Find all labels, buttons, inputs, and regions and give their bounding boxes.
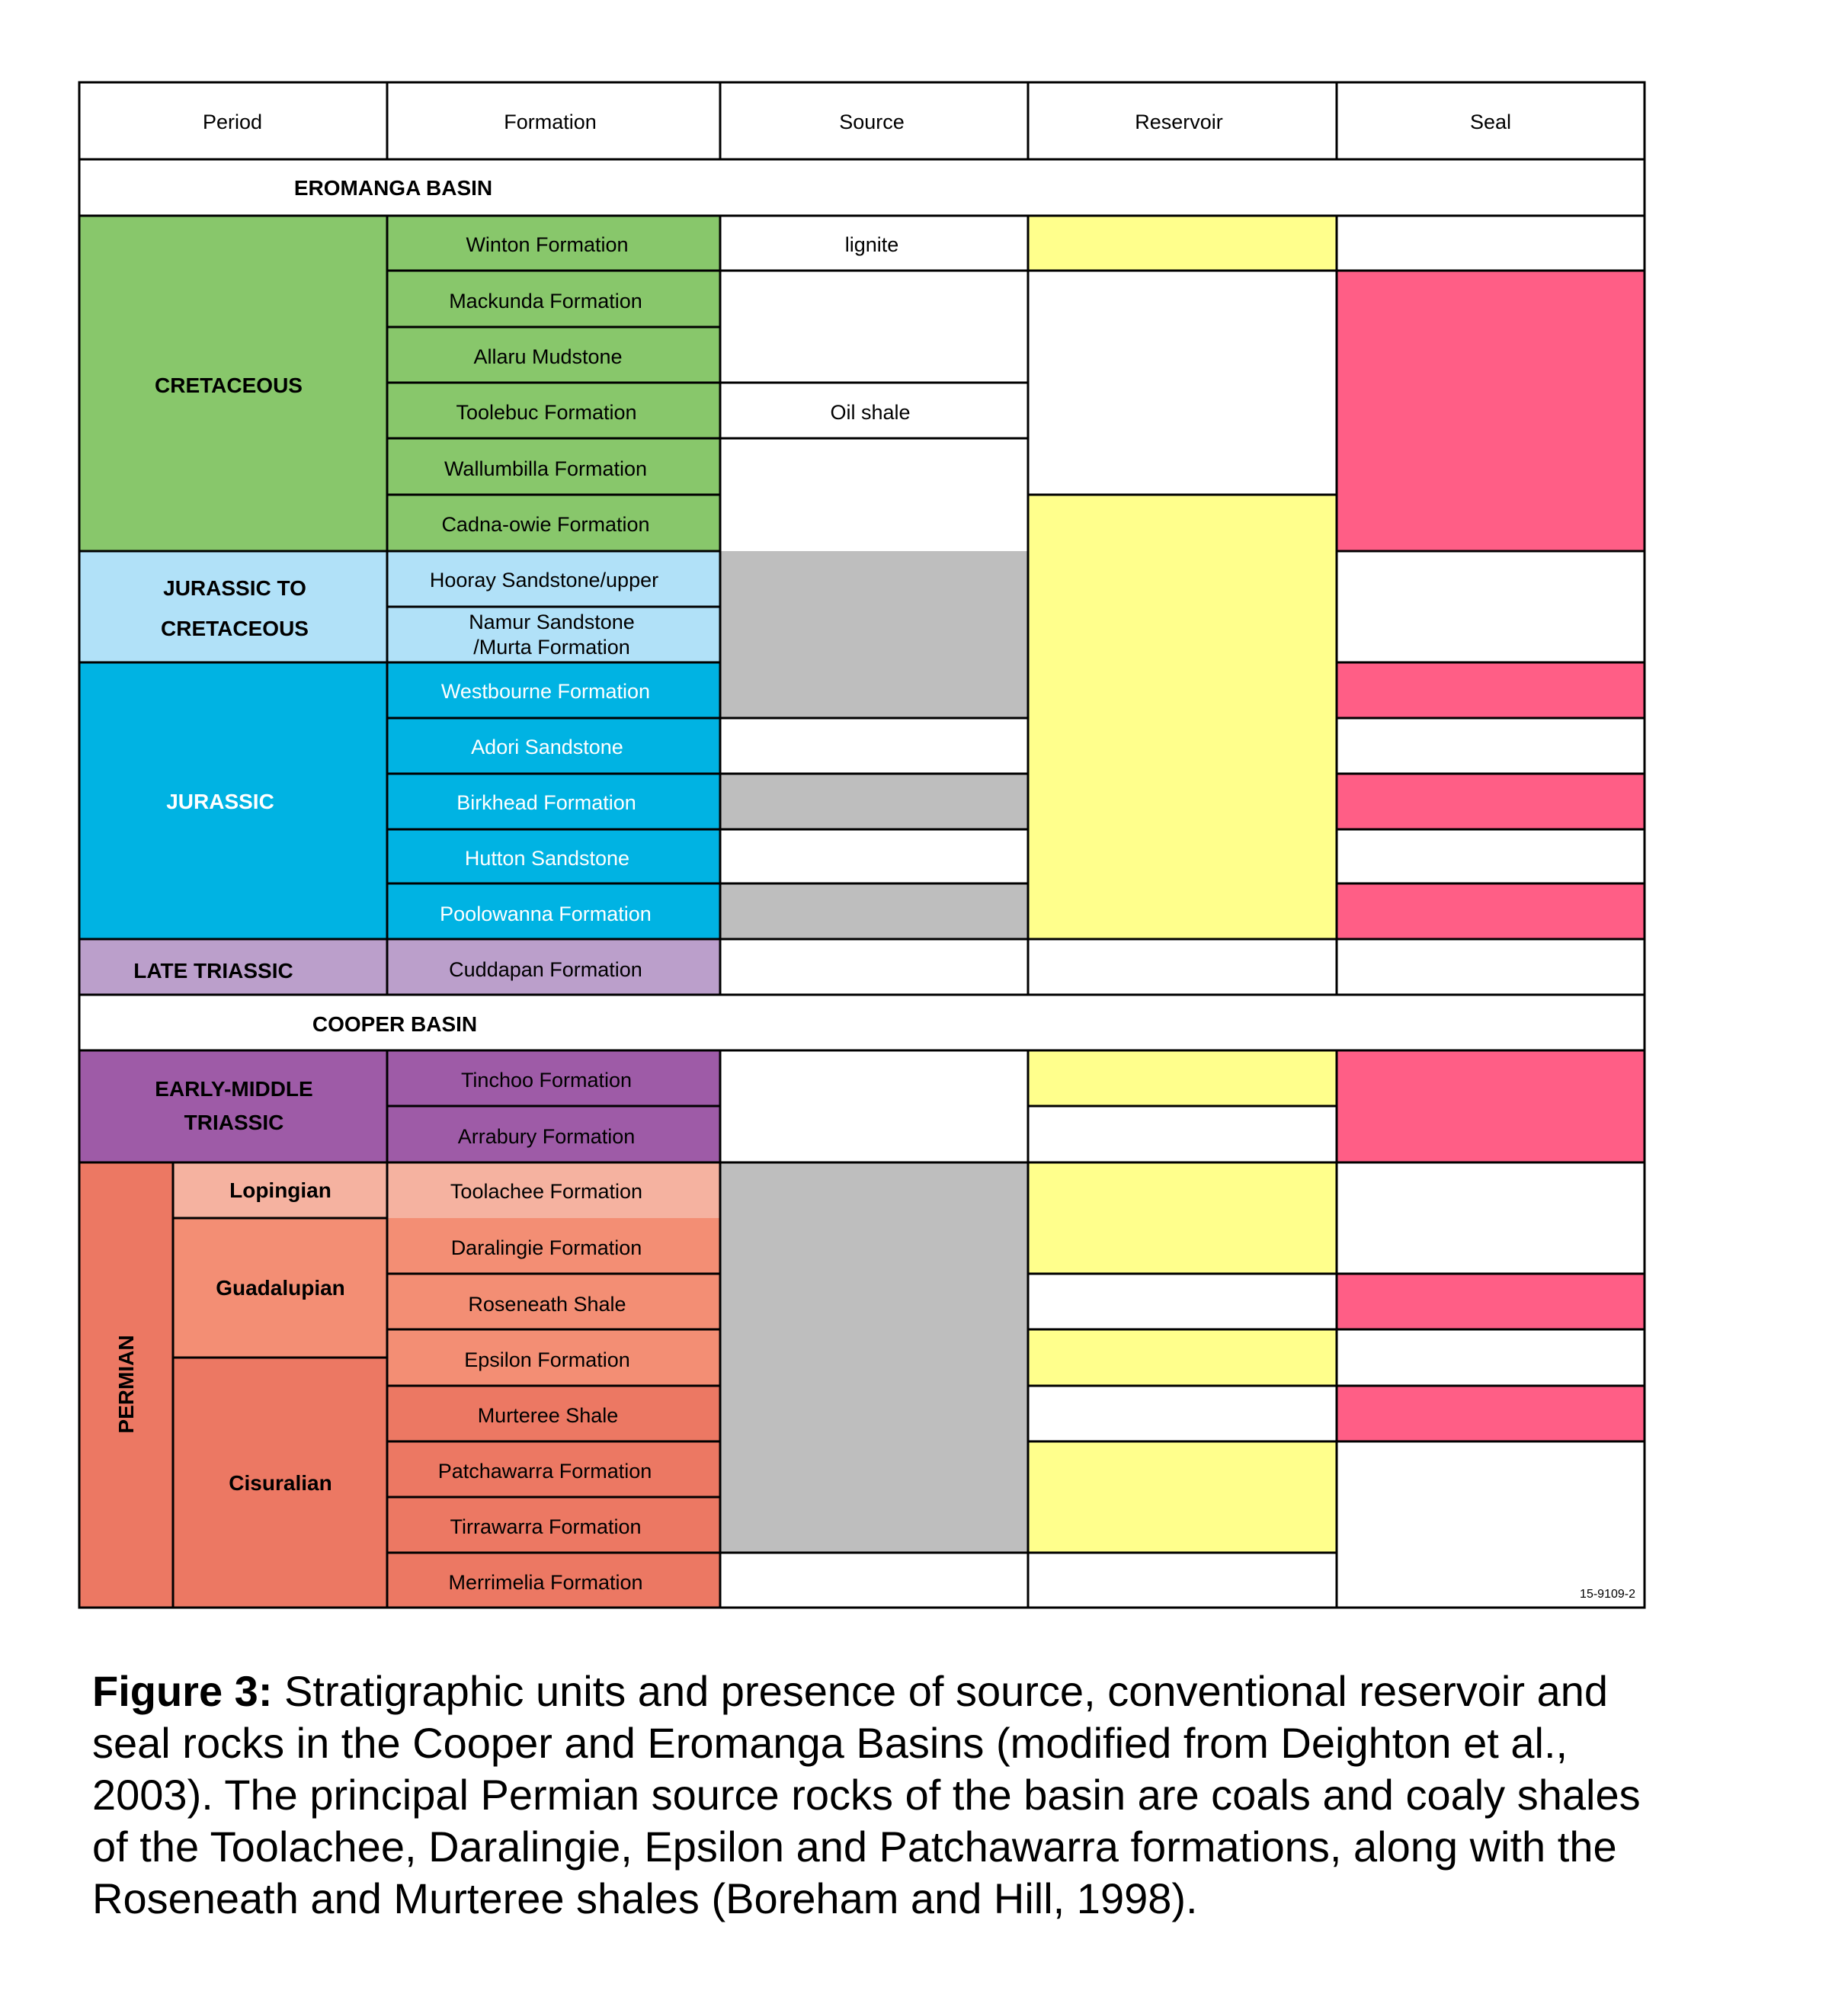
formation-label: Winton Formation (466, 233, 629, 256)
seal-fill-7 (1337, 1386, 1645, 1441)
column-headers (203, 111, 1511, 133)
period-emt-line2: TRIASSIC (184, 1111, 284, 1134)
period-permian: PERMIAN (114, 1335, 138, 1434)
formation-label: Patchawarra Formation (437, 1460, 652, 1483)
source-fill-4 (720, 1162, 1028, 1553)
formation-label: Mackunda Formation (449, 290, 642, 313)
formation-label: Epsilon Formation (464, 1348, 630, 1371)
formation-label: Tirrawarra Formation (450, 1515, 642, 1538)
period-jur-cret-fill (79, 551, 387, 662)
formation-label: Adori Sandstone (471, 736, 623, 758)
reservoir-fill-5 (1028, 1329, 1337, 1386)
formation-label: Toolachee Formation (450, 1180, 643, 1203)
figure-code: 15-9109-2 (1580, 1588, 1635, 1601)
basin-title-eromanga: EROMANGA BASIN (293, 176, 493, 200)
formation-label: Arrabury Formation (457, 1125, 636, 1148)
seal-fill-3 (1337, 774, 1645, 829)
formation-label: Daralingie Formation (450, 1236, 642, 1259)
formation-label: Tinchoo Formation (460, 1069, 633, 1092)
period-late-triassic: LATE TRIASSIC (133, 959, 293, 983)
fills (79, 216, 1645, 1608)
figure-caption (92, 1666, 1647, 1925)
basin-title-cooper: COOPER BASIN (312, 1012, 478, 1036)
seal-fill-2 (1337, 662, 1645, 718)
header-period: Period (202, 111, 263, 133)
period-jurassic: JURASSIC (166, 790, 274, 813)
caption-label: Figure 3: (92, 1667, 273, 1715)
period-jur-cret-line1: JURASSIC TO (163, 576, 306, 600)
formation-label: Toolebuc Formation (456, 401, 637, 424)
seal-fill-1 (1337, 271, 1645, 551)
reservoir-fill-1 (1028, 216, 1337, 271)
formation-label: /Murta Formation (473, 636, 630, 659)
period-emt-line1: EARLY-MIDDLE (155, 1077, 313, 1101)
formation-label: Hooray Sandstone/upper (429, 569, 659, 592)
epoch-lopingian: Lopingian (229, 1178, 331, 1202)
formation-label: Cuddapan Formation (449, 958, 642, 981)
epoch-cisuralian: Cisuralian (229, 1471, 332, 1495)
formation-label: Allaru Mudstone (473, 345, 623, 368)
source-lignite: lignite (844, 233, 899, 256)
period-jur-cret-line2: CRETACEOUS (161, 617, 309, 640)
reservoir-fill-2 (1028, 495, 1337, 939)
formation-label: Murteree Shale (477, 1404, 619, 1427)
header-seal: Seal (1469, 111, 1512, 133)
formation-label: Merrimelia Formation (448, 1571, 643, 1594)
period-early-middle-triassic-fill (79, 1050, 387, 1162)
source-fill-1 (720, 551, 1028, 718)
formation-label: Namur Sandstone (469, 611, 635, 633)
reservoir-fill-4 (1028, 1162, 1337, 1274)
source-oil-shale: Oil shale (830, 401, 911, 424)
seal-fill-5 (1337, 1050, 1645, 1162)
seal-fill-4 (1337, 883, 1645, 939)
header-reservoir: Reservoir (1135, 111, 1223, 133)
header-source: Source (839, 111, 905, 133)
formation-label: Cadna-owie Formation (441, 513, 650, 536)
formation-label: Hutton Sandstone (464, 847, 630, 870)
seal-fill-6 (1337, 1274, 1645, 1329)
header-formation: Formation (504, 111, 597, 133)
reservoir-fill-3 (1028, 1050, 1337, 1106)
epoch-guadalupian: Guadalupian (216, 1276, 345, 1300)
formation-label: Westbourne Formation (440, 680, 651, 703)
caption-text: Stratigraphic units and presence of source, conventional reservoir and seal rocks in the Cooper and Eromanga Basins (modified from Deighton et al., 2003). The principal Permian source rocks of the basin are coals and coaly shales of the Toolachee, Daralingie, Epsilon and Patchawarra formations, along with the Roseneath and Murteree shales (Boreham and Hill, 1998). (92, 1667, 1641, 1922)
formation-label: Roseneath Shale (468, 1293, 626, 1316)
period-cretaceous: CRETACEOUS (155, 374, 303, 397)
reservoir-fill-6 (1028, 1441, 1337, 1553)
formation-label: Poolowanna Formation (440, 903, 652, 925)
formation-label: Birkhead Formation (456, 791, 636, 814)
source-fill-3 (720, 883, 1028, 939)
formation-label: Wallumbilla Formation (444, 457, 648, 480)
source-fill-2 (720, 774, 1028, 829)
